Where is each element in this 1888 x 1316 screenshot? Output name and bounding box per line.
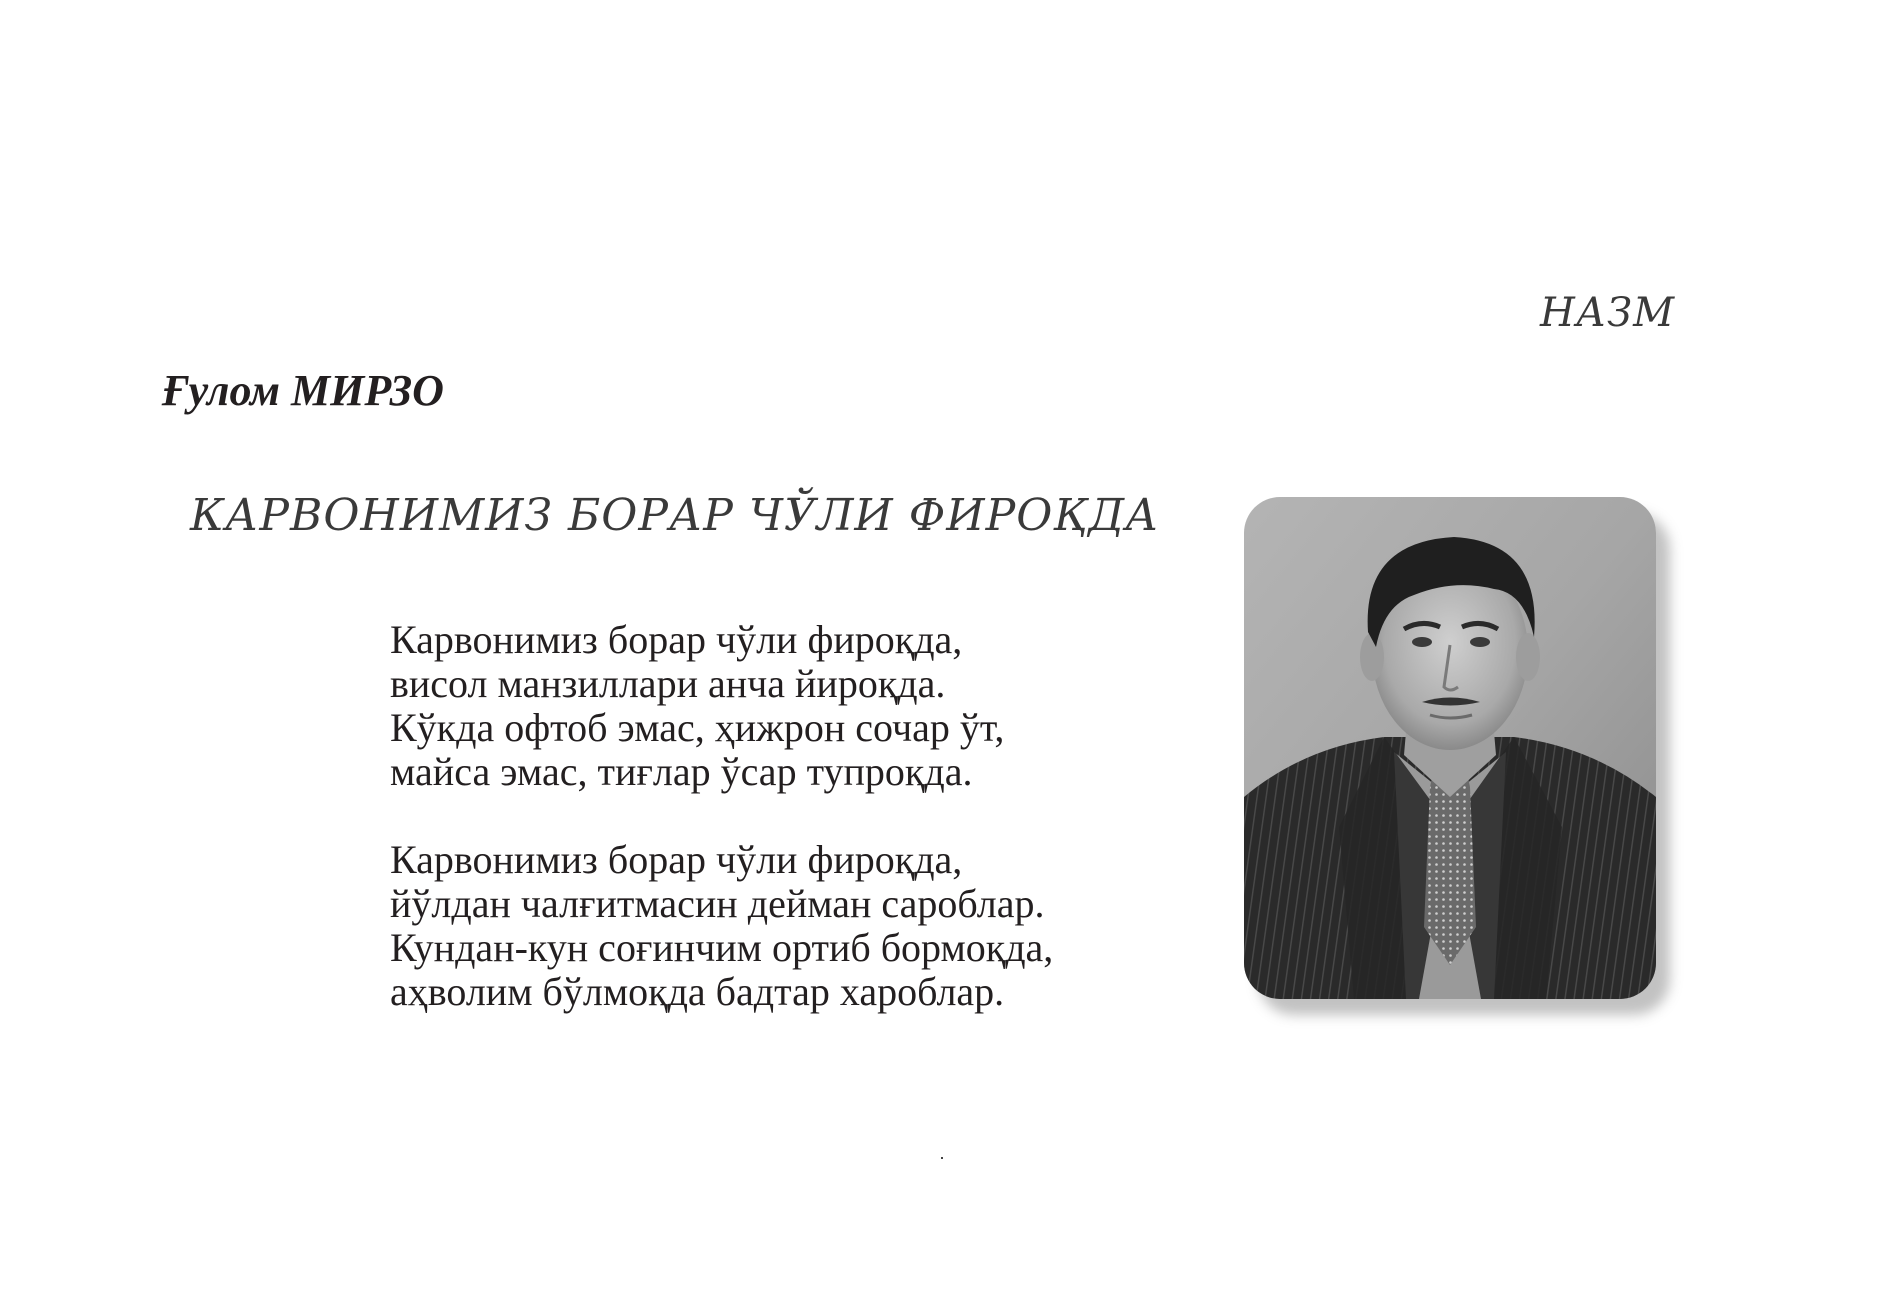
poem-line: висол манзиллари анча йироқда. — [390, 661, 946, 706]
poem-line: Карвонимиз борар чўли фироқда, — [390, 617, 963, 662]
poem-line: майса эмас, тиғлар ўсар тупроқда. — [390, 749, 973, 794]
poem-line: йўлдан чалғитмасин дейман сароблар. — [390, 881, 1045, 926]
author-photo — [1244, 497, 1656, 999]
poem-line: Кундан-кун соғинчим ортиб бормоқда, — [390, 925, 1054, 970]
poem-line: Карвонимиз борар чўли фироқда, — [390, 837, 963, 882]
stanza-2 — [390, 838, 1053, 1014]
poem-line: аҳволим бўлмоқда бадтар хароблар. — [390, 969, 1005, 1014]
page-dot — [941, 1157, 943, 1159]
poem-body — [390, 618, 1053, 1058]
poem-title: КАРВОНИМИЗ БОРАР ЧЎЛИ ФИРОҚДА — [190, 490, 1160, 541]
section-label: НАЗМ — [1540, 290, 1676, 336]
poem-line: Кўкда офтоб эмас, ҳижрон сочар ўт, — [390, 705, 1005, 750]
author-name: Ғулом МИРЗО — [162, 366, 444, 415]
stanza-1 — [390, 618, 1053, 794]
